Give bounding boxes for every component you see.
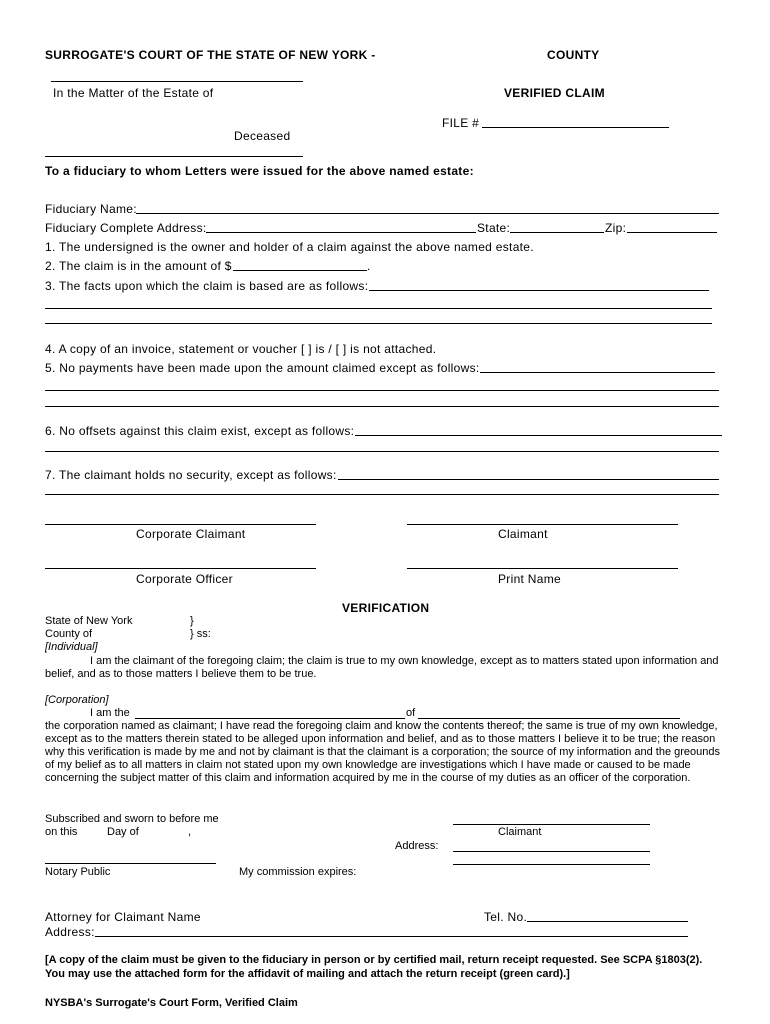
matter-label: In the Matter of the Estate of [53, 86, 214, 100]
zip-label: Zip: [605, 221, 627, 235]
print-name-label: Print Name [498, 572, 562, 586]
fiduciary-name-line[interactable] [136, 213, 719, 214]
notary-public-label: Notary Public [45, 866, 111, 878]
state-label: State: [477, 221, 511, 235]
on-this-label: on this [45, 826, 78, 838]
claimant-label: Claimant [498, 527, 548, 541]
form-footer: NYSBA's Surrogate's Court Form, Verified Claim [45, 997, 298, 1009]
claim-amount-line[interactable] [233, 270, 367, 271]
estate-name-line[interactable] [51, 81, 303, 82]
corporate-claimant-signature-line[interactable] [45, 524, 316, 525]
payments-line-2[interactable] [45, 390, 719, 391]
state-line[interactable] [510, 232, 604, 233]
address-line-2[interactable] [453, 864, 650, 865]
fiduciary-instruction: To a fiduciary to whom Letters were issued for the above named estate: [45, 164, 474, 178]
individual-statement: I am the claimant of the foregoing claim; the claim is true to my own knowledge, except as to matters stated upon information and belief, and as to those matters I believe them to be true. [45, 655, 719, 680]
mailing-note: [A copy of the claim must be given to the fiduciary in person or by certified mail, return receipt requested. See SCPA §1803(2). You may use the attached form for the affidavit of mailing and attach the return receipt (green card).] [45, 954, 703, 980]
corporation-statement: the corporation named as claimant; I have read the foregoing claim and know the contents thereof; the same is true of my own knowledge, except as to the matters therein stated to be alleged upon information and belief, and as to those matters I believe it to be true; the reason why this verification is made by me and not by claimant is that the claimant is a corporation; the source of my information and the greounds of my belief as to all matters in claim not stated upon my own knowledge are investigations which I have made or caused to be made concerning the subject matter of this claim and information acquired by me in the course of my duties as an officer of the corporation. [45, 720, 721, 784]
facts-line-1[interactable] [369, 290, 709, 291]
fiduciary-name-label: Fiduciary Name: [45, 202, 137, 216]
tel-label: Tel. No. [484, 910, 528, 924]
payments-line-3[interactable] [45, 406, 719, 407]
item-2: 2. The claim is in the amount of $ [45, 259, 232, 273]
corporate-officer-label: Corporate Officer [136, 572, 233, 586]
form-title: VERIFIED CLAIM [504, 86, 605, 100]
item-2-period: . [367, 259, 371, 273]
address-line-1[interactable] [453, 851, 650, 852]
item-6: 6. No offsets against this claim exist, except as follows: [45, 424, 355, 438]
of-label: of [406, 707, 416, 719]
brace-1: } [190, 615, 194, 627]
court-heading: SURROGATE'S COURT OF THE STATE OF NEW YORK - [45, 48, 376, 62]
commission-label: My commission expires: [239, 866, 357, 878]
address-label: Address: [395, 840, 439, 852]
print-name-line[interactable] [407, 568, 678, 569]
claimant-signature-line-2[interactable] [453, 824, 650, 825]
brace-ss: } ss: [190, 628, 211, 640]
facts-line-3[interactable] [45, 323, 712, 324]
corporate-claimant-label: Corporate Claimant [136, 527, 246, 541]
item-4: 4. A copy of an invoice, statement or voucher [ ] is / [ ] is not attached. [45, 342, 437, 356]
fiduciary-address-line[interactable] [206, 232, 476, 233]
county-of: County of [45, 628, 93, 640]
payments-line-1[interactable] [480, 372, 715, 373]
attorney-name-label: Attorney for Claimant Name [45, 910, 201, 924]
attorney-address-label: Address: [45, 925, 95, 939]
security-line-1[interactable] [338, 479, 719, 480]
file-number-line[interactable] [482, 127, 669, 128]
fiduciary-address-label: Fiduciary Complete Address: [45, 221, 207, 235]
i-am-the-label: I am the [90, 707, 130, 719]
offsets-line-2[interactable] [45, 451, 719, 452]
item-5: 5. No payments have been made upon the amount claimed except as follows: [45, 361, 480, 375]
individual-label: [Individual] [45, 641, 98, 653]
security-line-2[interactable] [45, 494, 719, 495]
officer-title-line[interactable] [135, 718, 405, 719]
item-1: 1. The undersigned is the owner and holder of a claim against the above named estate. [45, 240, 534, 254]
verification-title: VERIFICATION [342, 601, 430, 615]
deceased-label: Deceased [234, 129, 291, 143]
subscribed-label: Subscribed and sworn to before me [45, 813, 219, 825]
corporation-label: [Corporation] [45, 694, 109, 706]
claimant-label-2: Claimant [498, 826, 542, 838]
corporation-name-line[interactable] [418, 718, 680, 719]
item-3: 3. The facts upon which the claim is based are as follows: [45, 279, 369, 293]
attorney-address-line[interactable] [95, 936, 688, 937]
item-7: 7. The claimant holds no security, except as follows: [45, 468, 337, 482]
tel-line[interactable] [527, 921, 688, 922]
claimant-signature-line[interactable] [407, 524, 678, 525]
deceased-line [45, 156, 303, 157]
corporate-officer-line[interactable] [45, 568, 316, 569]
offsets-line-1[interactable] [355, 435, 722, 436]
facts-line-2[interactable] [45, 308, 712, 309]
day-of-label: Day of [107, 826, 139, 838]
notary-signature-line[interactable] [45, 863, 216, 864]
state-of-new-york: State of New York [45, 615, 133, 627]
file-number-label: FILE # [442, 116, 480, 130]
date-comma: , [188, 826, 192, 838]
county-heading: COUNTY [547, 48, 600, 62]
zip-line[interactable] [627, 232, 717, 233]
